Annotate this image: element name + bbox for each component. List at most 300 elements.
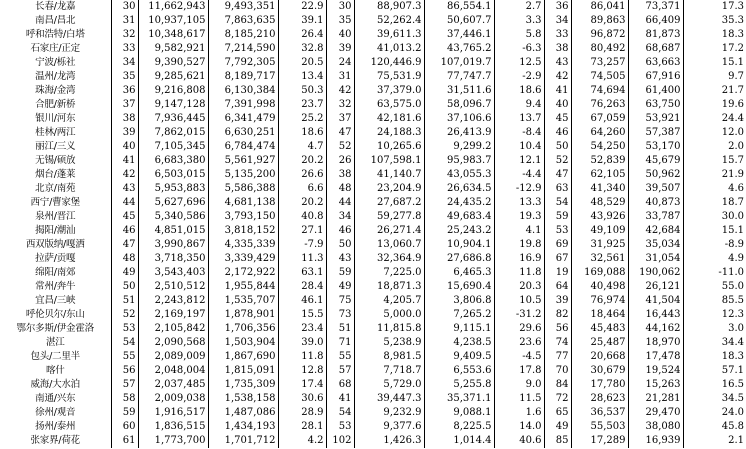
cargo-rank-cell: 48 bbox=[326, 182, 354, 196]
cargo-current-cell: 63,575.0 bbox=[354, 98, 424, 112]
movement-rank-cell: 40 bbox=[544, 98, 571, 112]
movement-growth-cell: 2.1 bbox=[728, 435, 744, 446]
movements-current-cell: 89,863 bbox=[571, 14, 628, 28]
passenger-rank-cell: 48 bbox=[111, 252, 138, 266]
city-name-cell: 包头/二里半 bbox=[0, 350, 111, 364]
passenger-rank-cell: 52 bbox=[111, 308, 138, 322]
movements-current-cell: 41,340 bbox=[571, 182, 628, 196]
movements-previous-cell: 33,787 bbox=[628, 210, 683, 224]
passenger-growth-cell: 28.9 bbox=[278, 406, 326, 420]
passengers-previous-cell: 7,214,590 bbox=[208, 42, 278, 56]
city-name-cell: 南昌/昌北 bbox=[0, 14, 111, 28]
cargo-current-cell: 5,000.0 bbox=[354, 308, 424, 322]
movements-current-cell: 62,105 bbox=[571, 168, 628, 182]
passengers-current-cell: 7,862,015 bbox=[138, 126, 208, 140]
city-name-cell: 宁波/栎社 bbox=[0, 56, 111, 70]
movements-current-cell: 64,260 bbox=[571, 126, 628, 140]
table-row bbox=[0, 28, 746, 42]
passenger-rank-cell: 47 bbox=[111, 238, 138, 252]
movement-growth-cell: 15.1 bbox=[721, 225, 744, 236]
cargo-current-cell: 37,379.0 bbox=[354, 84, 424, 98]
passenger-rank-cell: 59 bbox=[111, 406, 138, 420]
table-row bbox=[0, 196, 746, 210]
passenger-growth-cell: 18.6 bbox=[278, 126, 326, 140]
movement-growth-cell: 18.7 bbox=[721, 197, 744, 208]
passenger-growth-cell: 28.4 bbox=[278, 280, 326, 294]
passengers-current-cell: 2,048,004 bbox=[138, 364, 208, 378]
table-row bbox=[0, 84, 746, 98]
passengers-previous-cell: 1,487,086 bbox=[208, 406, 278, 420]
cargo-rank-cell: 37 bbox=[326, 112, 354, 126]
cargo-growth-cell: 12.1 bbox=[494, 154, 544, 168]
city-name-cell: 呼伦贝尔/东山 bbox=[0, 308, 111, 322]
passenger-growth-cell: 12.8 bbox=[278, 364, 326, 378]
table-row bbox=[0, 70, 746, 84]
movements-current-cell: 76,263 bbox=[571, 98, 628, 112]
cargo-rank-cell: 30 bbox=[326, 0, 354, 14]
passengers-previous-cell: 6,630,251 bbox=[208, 126, 278, 140]
cargo-rank-cell: 57 bbox=[326, 364, 354, 378]
passenger-growth-cell: -7.9 bbox=[278, 238, 326, 252]
city-name-cell: 北京/南苑 bbox=[0, 182, 111, 196]
passenger-rank-cell: 41 bbox=[111, 154, 138, 168]
cargo-rank-cell: 59 bbox=[326, 266, 354, 280]
movements-current-cell: 67,059 bbox=[571, 112, 628, 126]
passengers-current-cell: 10,937,105 bbox=[138, 14, 208, 28]
passengers-current-cell: 10,348,617 bbox=[138, 28, 208, 42]
cargo-current-cell: 26,271.4 bbox=[354, 224, 424, 238]
cargo-current-cell: 7,225.0 bbox=[354, 266, 424, 280]
movements-previous-cell: 26,121 bbox=[628, 280, 683, 294]
cargo-current-cell: 27,687.2 bbox=[354, 196, 424, 210]
passenger-rank-cell: 40 bbox=[111, 140, 138, 154]
cargo-current-cell: 24,188.3 bbox=[354, 126, 424, 140]
table-row bbox=[0, 154, 746, 168]
movements-current-cell: 74,694 bbox=[571, 84, 628, 98]
cargo-current-cell: 9,377.6 bbox=[354, 420, 424, 434]
movements-current-cell: 52,839 bbox=[571, 154, 628, 168]
cargo-rank-cell: 40 bbox=[326, 28, 354, 42]
cargo-current-cell: 4,205.7 bbox=[354, 294, 424, 308]
table-row bbox=[0, 364, 746, 378]
city-name-cell: 湛江 bbox=[0, 336, 111, 350]
cargo-previous-cell: 26,413.9 bbox=[424, 126, 494, 140]
movement-growth-cell: 34.5 bbox=[721, 393, 744, 404]
cargo-previous-cell: 9,115.1 bbox=[424, 322, 494, 336]
cargo-previous-cell: 9,299.2 bbox=[424, 140, 494, 154]
city-name-cell: 石家庄/正定 bbox=[0, 42, 111, 56]
table-row bbox=[0, 378, 746, 392]
cargo-previous-cell: 43,055.3 bbox=[424, 168, 494, 182]
cargo-previous-cell: 58,096.7 bbox=[424, 98, 494, 112]
passenger-growth-cell: 30.6 bbox=[278, 392, 326, 406]
cargo-current-cell: 23,204.9 bbox=[354, 182, 424, 196]
cargo-growth-cell: 23.6 bbox=[494, 336, 544, 350]
passengers-current-cell: 9,582,921 bbox=[138, 42, 208, 56]
cargo-rank-cell: 51 bbox=[326, 322, 354, 336]
passenger-rank-cell: 39 bbox=[111, 126, 138, 140]
passengers-previous-cell: 9,493,351 bbox=[208, 0, 278, 14]
movement-growth-cell: -11.0 bbox=[718, 267, 744, 278]
cargo-previous-cell: 3,806.8 bbox=[424, 294, 494, 308]
cargo-rank-cell: 52 bbox=[326, 140, 354, 154]
city-name-cell: 常州/奔牛 bbox=[0, 280, 111, 294]
movements-previous-cell: 21,281 bbox=[628, 392, 683, 406]
movements-current-cell: 36,537 bbox=[571, 406, 628, 420]
movement-rank-cell: 70 bbox=[544, 364, 571, 378]
movements-current-cell: 96,872 bbox=[571, 28, 628, 42]
cargo-rank-cell: 46 bbox=[326, 224, 354, 238]
movement-rank-cell: 49 bbox=[544, 420, 571, 434]
movement-growth-cell: 24.0 bbox=[721, 407, 744, 418]
movements-current-cell: 40,498 bbox=[571, 280, 628, 294]
movement-rank-cell: 19 bbox=[544, 266, 571, 280]
movements-previous-cell: 73,371 bbox=[628, 0, 683, 14]
cargo-growth-cell: 13.7 bbox=[494, 112, 544, 126]
movement-growth-cell: 15.7 bbox=[721, 155, 744, 166]
passengers-current-cell: 7,105,345 bbox=[138, 140, 208, 154]
cargo-growth-cell: 16.9 bbox=[494, 252, 544, 266]
passengers-previous-cell: 7,391,998 bbox=[208, 98, 278, 112]
passengers-previous-cell: 1,735,309 bbox=[208, 378, 278, 392]
passengers-previous-cell: 2,172,922 bbox=[208, 266, 278, 280]
passengers-current-cell: 9,216,808 bbox=[138, 84, 208, 98]
table-row bbox=[0, 210, 746, 224]
movements-previous-cell: 42,684 bbox=[628, 224, 683, 238]
passengers-previous-cell: 1,434,193 bbox=[208, 420, 278, 434]
movements-previous-cell: 15,263 bbox=[628, 378, 683, 392]
movement-growth-cell: 9.7 bbox=[728, 71, 744, 82]
cargo-rank-cell: 54 bbox=[326, 406, 354, 420]
passengers-current-cell: 2,009,038 bbox=[138, 392, 208, 406]
movement-rank-cell: 45 bbox=[544, 112, 571, 126]
cargo-current-cell: 10,265.6 bbox=[354, 140, 424, 154]
passengers-previous-cell: 6,341,479 bbox=[208, 112, 278, 126]
cargo-previous-cell: 50,607.7 bbox=[424, 14, 494, 28]
passengers-previous-cell: 3,818,152 bbox=[208, 224, 278, 238]
city-name-cell: 揭阳/潮汕 bbox=[0, 224, 111, 238]
cargo-previous-cell: 77,747.7 bbox=[424, 70, 494, 84]
movements-previous-cell: 17,478 bbox=[628, 350, 683, 364]
movements-previous-cell: 35,034 bbox=[628, 238, 683, 252]
movement-rank-cell: 47 bbox=[544, 168, 571, 182]
cargo-current-cell: 88,907.3 bbox=[354, 0, 424, 14]
movements-previous-cell: 29,470 bbox=[628, 406, 683, 420]
table-row bbox=[0, 266, 746, 280]
passenger-rank-cell: 36 bbox=[111, 84, 138, 98]
passenger-growth-cell: 6.6 bbox=[278, 182, 326, 196]
table-row bbox=[0, 280, 746, 294]
table-row bbox=[0, 126, 746, 140]
movement-growth-cell: 17.3 bbox=[721, 1, 744, 12]
passenger-growth-cell: 11.3 bbox=[278, 252, 326, 266]
cargo-growth-cell: 11.8 bbox=[494, 266, 544, 280]
cargo-previous-cell: 9,409.5 bbox=[424, 350, 494, 364]
passenger-rank-cell: 42 bbox=[111, 168, 138, 182]
passenger-rank-cell: 49 bbox=[111, 266, 138, 280]
passengers-current-cell: 3,718,350 bbox=[138, 252, 208, 266]
cargo-previous-cell: 86,554.1 bbox=[424, 0, 494, 14]
passenger-growth-cell: 28.1 bbox=[278, 420, 326, 434]
passenger-rank-cell: 37 bbox=[111, 98, 138, 112]
table-row bbox=[0, 392, 746, 406]
movement-growth-cell: 35.3 bbox=[721, 15, 744, 26]
passenger-rank-cell: 33 bbox=[111, 42, 138, 56]
passenger-rank-cell: 53 bbox=[111, 322, 138, 336]
movements-current-cell: 25,487 bbox=[571, 336, 628, 350]
cargo-rank-cell: 38 bbox=[326, 168, 354, 182]
cargo-growth-cell: 5.8 bbox=[494, 28, 544, 42]
cargo-growth-cell: 9.0 bbox=[494, 378, 544, 392]
city-name-cell: 徐州/观音 bbox=[0, 406, 111, 420]
cargo-current-cell: 5,729.0 bbox=[354, 378, 424, 392]
cargo-growth-cell: 14.0 bbox=[494, 420, 544, 434]
cargo-current-cell: 39,611.3 bbox=[354, 28, 424, 42]
movements-current-cell: 74,505 bbox=[571, 70, 628, 84]
movements-previous-cell: 18,970 bbox=[628, 336, 683, 350]
passenger-rank-cell: 32 bbox=[111, 28, 138, 42]
cargo-growth-cell: -12.9 bbox=[494, 182, 544, 196]
passenger-rank-cell: 44 bbox=[111, 196, 138, 210]
cargo-growth-cell: 20.3 bbox=[494, 280, 544, 294]
city-name-cell: 珠海/金湾 bbox=[0, 84, 111, 98]
passenger-rank-cell: 31 bbox=[111, 14, 138, 28]
cargo-current-cell: 41,013.2 bbox=[354, 42, 424, 56]
cargo-rank-cell: 44 bbox=[326, 196, 354, 210]
city-name-cell: 南通/兴东 bbox=[0, 392, 111, 406]
table-row bbox=[0, 168, 746, 182]
city-name-cell: 桂林/两江 bbox=[0, 126, 111, 140]
passenger-rank-cell: 58 bbox=[111, 392, 138, 406]
passenger-growth-cell: 20.2 bbox=[278, 154, 326, 168]
cargo-previous-cell: 4,238.5 bbox=[424, 336, 494, 350]
cargo-previous-cell: 9,088.1 bbox=[424, 406, 494, 420]
cargo-previous-cell: 10,904.1 bbox=[424, 238, 494, 252]
cargo-growth-cell: -31.2 bbox=[494, 308, 544, 322]
passenger-growth-cell: 11.8 bbox=[278, 350, 326, 364]
cargo-current-cell: 9,232.9 bbox=[354, 406, 424, 420]
movements-current-cell: 43,926 bbox=[571, 210, 628, 224]
passenger-growth-cell: 26.6 bbox=[278, 168, 326, 182]
passengers-current-cell: 4,851,015 bbox=[138, 224, 208, 238]
movement-growth-cell: 12.0 bbox=[721, 127, 744, 138]
city-name-cell: 威海/大水泊 bbox=[0, 378, 111, 392]
passengers-previous-cell: 8,189,717 bbox=[208, 70, 278, 84]
passengers-previous-cell: 4,681,138 bbox=[208, 196, 278, 210]
movement-growth-cell: 57.1 bbox=[721, 365, 744, 376]
passenger-rank-cell: 54 bbox=[111, 336, 138, 350]
cargo-rank-cell: 71 bbox=[326, 336, 354, 350]
passenger-rank-cell: 43 bbox=[111, 182, 138, 196]
passenger-growth-cell: 15.5 bbox=[278, 308, 326, 322]
city-name-cell: 无锡/硕放 bbox=[0, 154, 111, 168]
cargo-previous-cell: 35,371.1 bbox=[424, 392, 494, 406]
city-name-cell: 宜昌/三峡 bbox=[0, 294, 111, 308]
movement-growth-cell: 21.9 bbox=[721, 169, 744, 180]
cargo-current-cell: 5,238.9 bbox=[354, 336, 424, 350]
passenger-rank-cell: 57 bbox=[111, 378, 138, 392]
city-name-cell: 喀什 bbox=[0, 364, 111, 378]
table-row bbox=[0, 224, 746, 238]
cargo-current-cell: 18,871.3 bbox=[354, 280, 424, 294]
movements-previous-cell: 50,962 bbox=[628, 168, 683, 182]
cargo-growth-cell: 17.8 bbox=[494, 364, 544, 378]
cargo-previous-cell: 1,014.4 bbox=[424, 434, 494, 448]
movements-previous-cell: 19,524 bbox=[628, 364, 683, 378]
movement-rank-cell: 52 bbox=[544, 154, 571, 168]
movement-growth-cell: 18.3 bbox=[721, 29, 744, 40]
passengers-previous-cell: 1,538,158 bbox=[208, 392, 278, 406]
passengers-current-cell: 2,089,009 bbox=[138, 350, 208, 364]
movements-current-cell: 48,529 bbox=[571, 196, 628, 210]
movement-rank-cell: 36 bbox=[544, 0, 571, 14]
movement-rank-cell: 56 bbox=[544, 322, 571, 336]
movement-growth-cell: 30.0 bbox=[721, 211, 744, 222]
passengers-current-cell: 1,836,515 bbox=[138, 420, 208, 434]
table-row bbox=[0, 56, 746, 70]
passenger-growth-cell: 4.7 bbox=[278, 140, 326, 154]
passenger-growth-cell: 13.4 bbox=[278, 70, 326, 84]
passengers-current-cell: 2,510,512 bbox=[138, 280, 208, 294]
cargo-current-cell: 107,598.1 bbox=[354, 154, 424, 168]
cargo-growth-cell: 1.6 bbox=[494, 406, 544, 420]
passengers-previous-cell: 6,784,474 bbox=[208, 140, 278, 154]
city-name-cell: 温州/龙湾 bbox=[0, 70, 111, 84]
movement-growth-cell: 3.0 bbox=[728, 323, 744, 334]
cargo-previous-cell: 31,511.6 bbox=[424, 84, 494, 98]
cargo-rank-cell: 49 bbox=[326, 280, 354, 294]
cargo-current-cell: 7,718.7 bbox=[354, 364, 424, 378]
passengers-previous-cell: 5,135,200 bbox=[208, 168, 278, 182]
cargo-growth-cell: -4.5 bbox=[494, 350, 544, 364]
passengers-current-cell: 6,503,015 bbox=[138, 168, 208, 182]
city-name-cell: 西双版纳/嘎洒 bbox=[0, 238, 111, 252]
movement-rank-cell: 63 bbox=[544, 182, 571, 196]
passengers-current-cell: 2,090,568 bbox=[138, 336, 208, 350]
movement-rank-cell: 74 bbox=[544, 336, 571, 350]
city-name-cell: 拉萨/贡嘎 bbox=[0, 252, 111, 266]
passenger-growth-cell: 39.0 bbox=[278, 336, 326, 350]
movements-current-cell: 55,503 bbox=[571, 420, 628, 434]
cargo-growth-cell: -2.9 bbox=[494, 70, 544, 84]
cargo-growth-cell: 13.3 bbox=[494, 196, 544, 210]
movement-rank-cell: 39 bbox=[544, 294, 571, 308]
movement-growth-cell: 45.8 bbox=[721, 421, 744, 432]
passenger-growth-cell: 50.3 bbox=[278, 84, 326, 98]
movement-growth-cell: 15.1 bbox=[721, 57, 744, 68]
movements-previous-cell: 44,162 bbox=[628, 322, 683, 336]
passenger-rank-cell: 30 bbox=[111, 0, 138, 14]
movement-rank-cell: 46 bbox=[544, 126, 571, 140]
movement-rank-cell: 64 bbox=[544, 280, 571, 294]
movements-current-cell: 31,925 bbox=[571, 238, 628, 252]
movements-previous-cell: 57,387 bbox=[628, 126, 683, 140]
movement-rank-cell: 65 bbox=[544, 406, 571, 420]
passengers-previous-cell: 1,701,712 bbox=[208, 434, 278, 448]
passenger-rank-cell: 60 bbox=[111, 420, 138, 434]
table-row bbox=[0, 14, 746, 28]
table-row bbox=[0, 0, 746, 14]
city-name-cell: 鄂尔多斯/伊金霍洛 bbox=[0, 322, 111, 336]
movement-rank-cell: 34 bbox=[544, 14, 571, 28]
movements-previous-cell: 67,916 bbox=[628, 70, 683, 84]
city-name-cell: 扬州/泰州 bbox=[0, 420, 111, 434]
cargo-growth-cell: 19.8 bbox=[494, 238, 544, 252]
cargo-growth-cell: 12.5 bbox=[494, 56, 544, 70]
city-name-cell: 合肥/新桥 bbox=[0, 98, 111, 112]
passenger-growth-cell: 25.2 bbox=[278, 112, 326, 126]
cargo-previous-cell: 5,255.8 bbox=[424, 378, 494, 392]
movements-previous-cell: 190,062 bbox=[628, 266, 683, 280]
movements-previous-cell: 63,663 bbox=[628, 56, 683, 70]
movement-rank-cell: 42 bbox=[544, 70, 571, 84]
passenger-growth-cell: 40.8 bbox=[278, 210, 326, 224]
cargo-growth-cell: 18.6 bbox=[494, 84, 544, 98]
passengers-previous-cell: 8,185,210 bbox=[208, 28, 278, 42]
movements-current-cell: 17,289 bbox=[571, 434, 628, 448]
city-name-cell: 呼和浩特/白塔 bbox=[0, 28, 111, 42]
movements-previous-cell: 68,687 bbox=[628, 42, 683, 56]
cargo-rank-cell: 43 bbox=[326, 252, 354, 266]
cargo-growth-cell: 4.1 bbox=[494, 224, 544, 238]
cargo-current-cell: 1,426.3 bbox=[354, 434, 424, 448]
movements-previous-cell: 45,679 bbox=[628, 154, 683, 168]
passenger-rank-cell: 46 bbox=[111, 224, 138, 238]
cargo-rank-cell: 26 bbox=[326, 154, 354, 168]
passenger-growth-cell: 20.5 bbox=[278, 56, 326, 70]
movement-rank-cell: 84 bbox=[544, 378, 571, 392]
passenger-growth-cell: 32.8 bbox=[278, 42, 326, 56]
passenger-growth-cell: 20.2 bbox=[278, 196, 326, 210]
city-name-cell: 西宁/曹家堡 bbox=[0, 196, 111, 210]
cargo-rank-cell: 53 bbox=[326, 420, 354, 434]
movement-growth-cell: 4.6 bbox=[728, 183, 744, 194]
cargo-previous-cell: 49,683.4 bbox=[424, 210, 494, 224]
movements-previous-cell: 53,921 bbox=[628, 112, 683, 126]
table-row bbox=[0, 112, 746, 126]
passenger-rank-cell: 38 bbox=[111, 112, 138, 126]
passenger-growth-cell: 27.1 bbox=[278, 224, 326, 238]
cargo-previous-cell: 15,690.4 bbox=[424, 280, 494, 294]
table-row bbox=[0, 420, 746, 434]
passengers-previous-cell: 1,955,844 bbox=[208, 280, 278, 294]
movements-current-cell: 86,041 bbox=[571, 0, 628, 14]
movement-rank-cell: 54 bbox=[544, 196, 571, 210]
cargo-previous-cell: 37,446.1 bbox=[424, 28, 494, 42]
cargo-growth-cell: 2.7 bbox=[494, 0, 544, 14]
movement-growth-cell: 12.3 bbox=[721, 309, 744, 320]
cargo-previous-cell: 107,019.7 bbox=[424, 56, 494, 70]
movements-current-cell: 49,109 bbox=[571, 224, 628, 238]
cargo-rank-cell: 50 bbox=[326, 238, 354, 252]
passenger-rank-cell: 51 bbox=[111, 294, 138, 308]
cargo-current-cell: 42,181.6 bbox=[354, 112, 424, 126]
passengers-current-cell: 6,683,380 bbox=[138, 154, 208, 168]
movement-rank-cell: 85 bbox=[544, 434, 571, 448]
passengers-previous-cell: 1,706,356 bbox=[208, 322, 278, 336]
table-row bbox=[0, 98, 746, 112]
passengers-previous-cell: 1,815,091 bbox=[208, 364, 278, 378]
passenger-growth-cell: 46.1 bbox=[278, 294, 326, 308]
cargo-growth-cell: 10.5 bbox=[494, 294, 544, 308]
cargo-rank-cell: 68 bbox=[326, 378, 354, 392]
passenger-growth-cell: 63.1 bbox=[278, 266, 326, 280]
cargo-rank-cell: 42 bbox=[326, 84, 354, 98]
passengers-current-cell: 9,285,621 bbox=[138, 70, 208, 84]
cargo-growth-cell: 3.3 bbox=[494, 14, 544, 28]
cargo-current-cell: 41,140.7 bbox=[354, 168, 424, 182]
movements-previous-cell: 53,170 bbox=[628, 140, 683, 154]
